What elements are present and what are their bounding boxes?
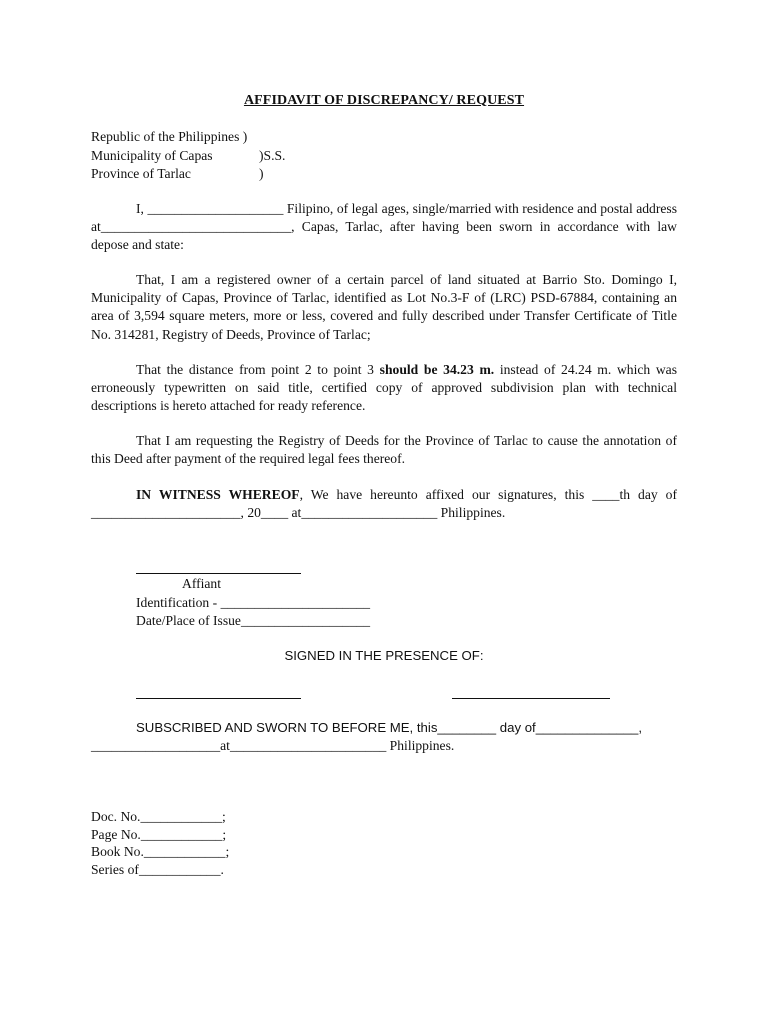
witness-signature-line-2 bbox=[452, 698, 610, 699]
notary-end: ; bbox=[225, 844, 230, 860]
doc-no-field bbox=[91, 808, 229, 826]
distance-paragraph bbox=[91, 361, 677, 416]
subscribed-line-2 bbox=[91, 737, 454, 756]
venue-block bbox=[91, 128, 286, 184]
address-blank: ____________________________ bbox=[100, 219, 292, 235]
witness-bold: IN WITNESS WHEREOF bbox=[136, 487, 300, 502]
subscribed-blank-b: _______________________ bbox=[229, 738, 387, 753]
subscribed-text: , bbox=[638, 720, 643, 735]
venue-label: Province of Tarlac bbox=[91, 166, 191, 181]
ownership-paragraph: That, I am a registered owner of a certain parcel of land situated at Barrio Sto. Domingo I, Municipality of Capas, Province of Tarlac, identified as Lot No.3-F of (LRC) PSD-67884, containing an area of 3,594 square meters, more or less, covered and fully described under Transfer Certificate of Title No. 314281, Registry of Deeds, Province of Tarlac; bbox=[91, 272, 677, 342]
notary-label: Doc. No. bbox=[91, 809, 141, 824]
subscribed-month-blank: ______________ bbox=[535, 720, 639, 735]
notary-blank: ____________ bbox=[143, 844, 226, 860]
notary-label: Series of bbox=[91, 861, 139, 877]
date-place-line bbox=[136, 612, 370, 631]
distance-bold: should be 34.23 m. bbox=[379, 362, 495, 377]
venue-line-province bbox=[91, 165, 264, 184]
subscribed-text: day of bbox=[496, 720, 536, 735]
notary-end: ; bbox=[222, 809, 226, 824]
venue-suffix: )S.S. bbox=[259, 147, 286, 163]
notary-label: Book No. bbox=[91, 844, 144, 860]
venue-line-republic bbox=[91, 128, 247, 147]
notary-blank: ____________ bbox=[138, 861, 221, 877]
distance-post: instead of 24.24 m. which was erroneously typewritten on said title, certified copy of approved subdivision plan with technical descriptions is hereto attached for ready reference. bbox=[91, 362, 678, 414]
distance-pre: That the distance from point 2 to point 3 bbox=[136, 362, 380, 377]
witness-text: Philippines. bbox=[437, 505, 506, 521]
witness-text: , We have hereunto affixed our signatures, this bbox=[299, 487, 593, 502]
book-no-field bbox=[91, 843, 229, 861]
month-blank: ______________________ bbox=[91, 505, 241, 521]
venue-label: Republic of the Philippines ) bbox=[91, 129, 248, 144]
identification-line bbox=[136, 594, 370, 613]
date-place-label: Date/Place of Issue bbox=[136, 613, 241, 628]
subscribed-text: Philippines. bbox=[386, 738, 455, 753]
date-place-blank: ___________________ bbox=[240, 613, 371, 628]
subscribed-text: at bbox=[220, 738, 230, 753]
affiant-signature-line bbox=[136, 573, 301, 574]
name-blank: ____________________ bbox=[147, 201, 284, 216]
intro-mid: Filipino, of legal ages, single/married with residence and postal address at bbox=[91, 201, 677, 235]
series-of-field bbox=[91, 861, 229, 879]
identification-label: Identification - bbox=[136, 595, 221, 610]
subscribed-blank-a: ___________________ bbox=[91, 738, 221, 753]
subscribed-day-blank: ________ bbox=[437, 720, 497, 735]
intro-paragraph bbox=[91, 200, 677, 255]
intro-post: , Capas, Tarlac, after having been sworn in accordance with law depose and state: bbox=[91, 219, 677, 253]
signed-presence-heading: SIGNED IN THE PRESENCE OF: bbox=[284, 648, 484, 663]
identification-blank: ______________________ bbox=[220, 595, 371, 610]
notary-fields bbox=[91, 808, 229, 878]
intro-pre: I, bbox=[136, 201, 144, 216]
document-title: AFFIDAVIT OF DISCREPANCY/ REQUEST bbox=[243, 93, 525, 108]
witness-signature-line-1 bbox=[136, 698, 301, 699]
notary-blank: ____________ bbox=[140, 809, 223, 824]
venue-label: Municipality of Capas bbox=[91, 147, 213, 163]
venue-suffix: ) bbox=[259, 166, 264, 181]
day-blank: ____ bbox=[592, 487, 620, 502]
subscribed-line bbox=[136, 719, 642, 738]
affiant-label: Affiant bbox=[182, 576, 222, 591]
notary-label: Page No. bbox=[91, 826, 141, 842]
request-paragraph: That I am requesting the Registry of Deeds for the Province of Tarlac to cause the annotation of this Deed after payment of the required legal fees thereof. bbox=[91, 433, 677, 467]
witness-text: , 20 bbox=[240, 505, 261, 521]
subscribed-text: SUBSCRIBED AND SWORN TO BEFORE ME, this bbox=[136, 720, 438, 735]
notary-blank: ____________ bbox=[140, 826, 223, 842]
year-blank: ____ bbox=[260, 505, 289, 521]
witness-paragraph bbox=[91, 486, 677, 522]
witness-text: th day of bbox=[619, 487, 677, 502]
notary-end: . bbox=[220, 861, 224, 877]
venue-line-municipality bbox=[91, 147, 286, 166]
witness-text: at bbox=[288, 505, 302, 521]
place-blank: ____________________ bbox=[301, 505, 438, 521]
page-no-field bbox=[91, 826, 229, 844]
notary-end: ; bbox=[222, 826, 227, 842]
